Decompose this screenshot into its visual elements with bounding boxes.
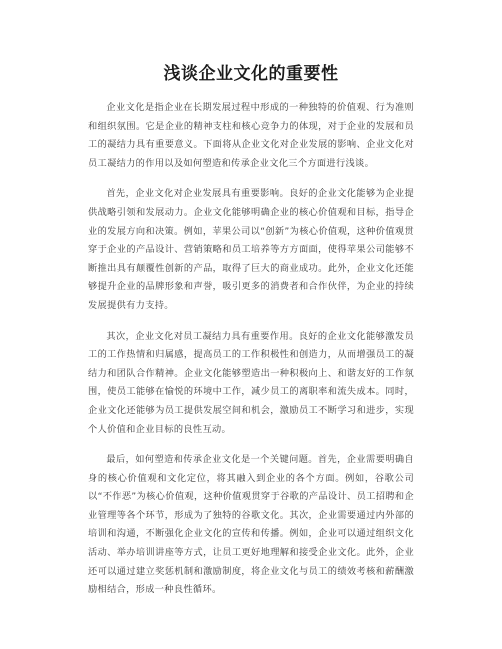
paragraph-cohesion: 其次，企业文化对员工凝结力具有重要作用。良好的企业文化能够激发员工的工作热情和归属感，提高员工的工作积极性和创造力，从而增强员工的凝结力和团队合作精神。企业文化能够塑造出一种积极向上、和谐友好的工作氛围，使员工能够在愉悦的环境中工作，减少员工的离职率和流失成本。同时，企业文化还能够为员工提供发展空间和机会，激励员工不断学习和进步，实现个人价值和企业目标的良性互动。 — [88, 330, 414, 435]
paragraph-development: 首先，企业文化对企业发展具有重要影响。良好的企业文化能够为企业提供战略引领和发展动力。企业文化能够明确企业的核心价值观和目标，指导企业的发展方向和决策。例如，苹果公司以“创新”为核心价值观，这种价值观贯穿于企业的产品设计、营销策略和员工培养等方方面面，使得苹果公司能够不断推出具有颠覆性创新的产品，取得了巨大的商业成功。此外，企业文化还能够提升企业的品牌形象和声誉，吸引更多的消费者和合作伙伴，为企业的持续发展提供有力支持。 — [88, 188, 414, 311]
document-body — [88, 99, 414, 612]
paragraph-shaping: 最后，如何塑造和传承企业文化是一个关键问题。首先，企业需要明确自身的核心价值观和文化定位，将其融入到企业的各个方面。例如，谷歌公司以“不作恶”为核心价值观，这种价值观贯穿于谷歌的产品设计、员工招聘和企业管理等各个环节，形成为了独特的谷歌文化。其次，企业需要通过内外部的培训和沟通，不断强化企业文化的宣传和传播。例如，企业可以通过组织文化活动、举办培训讲座等方式，让员工更好地理解和接受企业文化。此外，企业还可以通过建立奖惩机制和激励制度，将企业文化与员工的绩效考核和薪酬激励相结合，形成一种良性循环。 — [88, 454, 414, 596]
paragraph-intro: 企业文化是指企业在长期发展过程中形成的一种独特的价值观、行为准则和组织氛围。它是企业的精神支柱和核心竞争力的体现，对于企业的发展和员工的凝结力具有重要意义。下面将从企业文化对企业发展的影响、企业文化对员工凝结力的作用以及如何塑造和传承企业文化三个方面进行浅谈。 — [88, 102, 414, 169]
document-title: 浅谈企业文化的重要性 — [163, 64, 339, 84]
